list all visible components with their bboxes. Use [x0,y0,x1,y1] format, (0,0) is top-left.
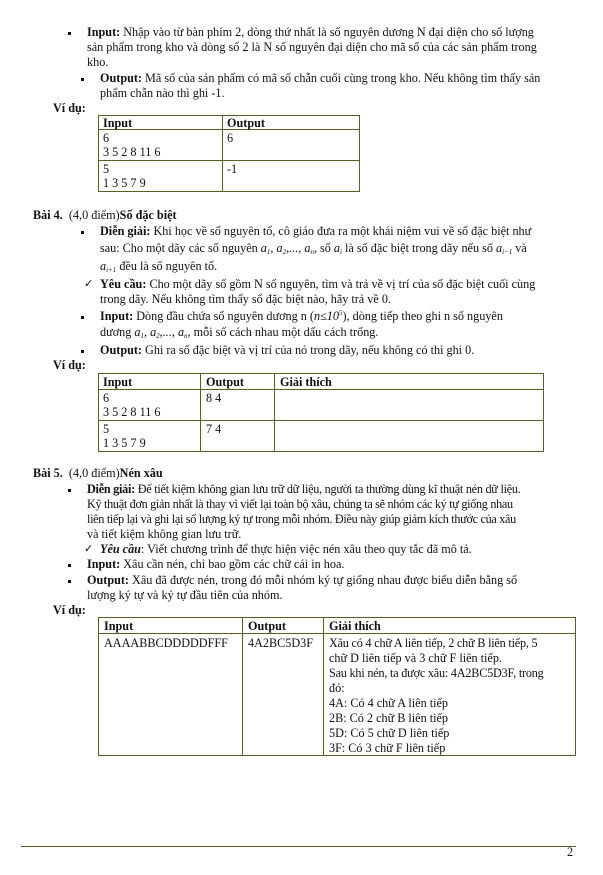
table-cell: Sau khi nén, ta được xâu: 4A2BC5D3F, trong [329,666,544,680]
bullet-icon [81,350,84,353]
table-cell: 3F: Có 3 chữ F liên tiếp [329,741,446,755]
table-header: Input [103,375,133,389]
bullet-icon [68,580,71,583]
page-number: 2 [567,845,574,859]
table-cell: 1 3 5 7 9 [103,176,146,190]
table-cell: 6 [227,131,234,145]
table-header: Input [104,619,134,633]
problem4-heading: Bài 4. (4,0 điểm)Số đặc biệt [33,208,177,222]
bullet-icon [68,32,71,35]
output-label: Output: [100,71,142,85]
table-header: Output [206,375,244,389]
table-header: Giải thích [280,375,332,389]
table-header: Output [227,116,265,130]
table-cell: 7 4 [206,422,222,436]
example-label: Ví dụ: [53,603,86,617]
bullet-icon [68,564,71,567]
math-sequence: $a_1$, $a_2$,..., $a_n$ [260,241,314,256]
problem-title: Nén xâu [119,466,163,480]
table-cell: 1 3 5 7 9 [103,436,146,450]
table-header: Giải thích [329,619,381,633]
table-cell: 4A2BC5D3F [248,636,314,650]
example-label: Ví dụ: [53,101,86,115]
checkmark-icon: ✓ [84,543,94,555]
table-cell: 6 [103,391,110,405]
bullet-icon [81,316,84,319]
table-cell: Xâu có 4 chữ A liên tiếp, 2 chữ B liên tiếp, 5 [329,636,538,650]
table-cell: 4A: Có 4 chữ A liên tiếp [329,696,448,710]
bullet-icon [81,231,84,234]
table-cell: chữ D liên tiếp và 3 chữ F liên tiếp. [329,651,502,665]
table-cell: -1 [227,162,238,176]
example-label: Ví dụ: [53,358,86,372]
table-cell: 5 [103,422,110,436]
table-cell: 6 [103,131,110,145]
bullet-icon [68,489,71,492]
problem-title: Số đặc biệt [119,208,177,222]
table-header: Input [103,116,133,130]
footer-divider [21,846,576,847]
table-cell: 5 [103,162,110,176]
problem5-heading: Bài 5. (4,0 điểm)Nén xâu [33,466,163,480]
checkmark-icon: ✓ [84,278,94,290]
table-cell: 2B: Có 2 chữ B liên tiếp [329,711,448,725]
bullet-icon [81,78,84,81]
table-cell: 3 5 2 8 11 6 [103,405,161,419]
table-header: Output [248,619,286,633]
table-cell: 3 5 2 8 11 6 [103,145,161,159]
table-cell: AAAABBCDDDDDFFF [104,636,228,650]
table-cell: đó: [329,681,345,695]
table-cell: 5D: Có 5 chữ D liên tiếp [329,726,450,740]
input-label: Input: [87,25,121,39]
table-cell: 8 4 [206,391,222,405]
